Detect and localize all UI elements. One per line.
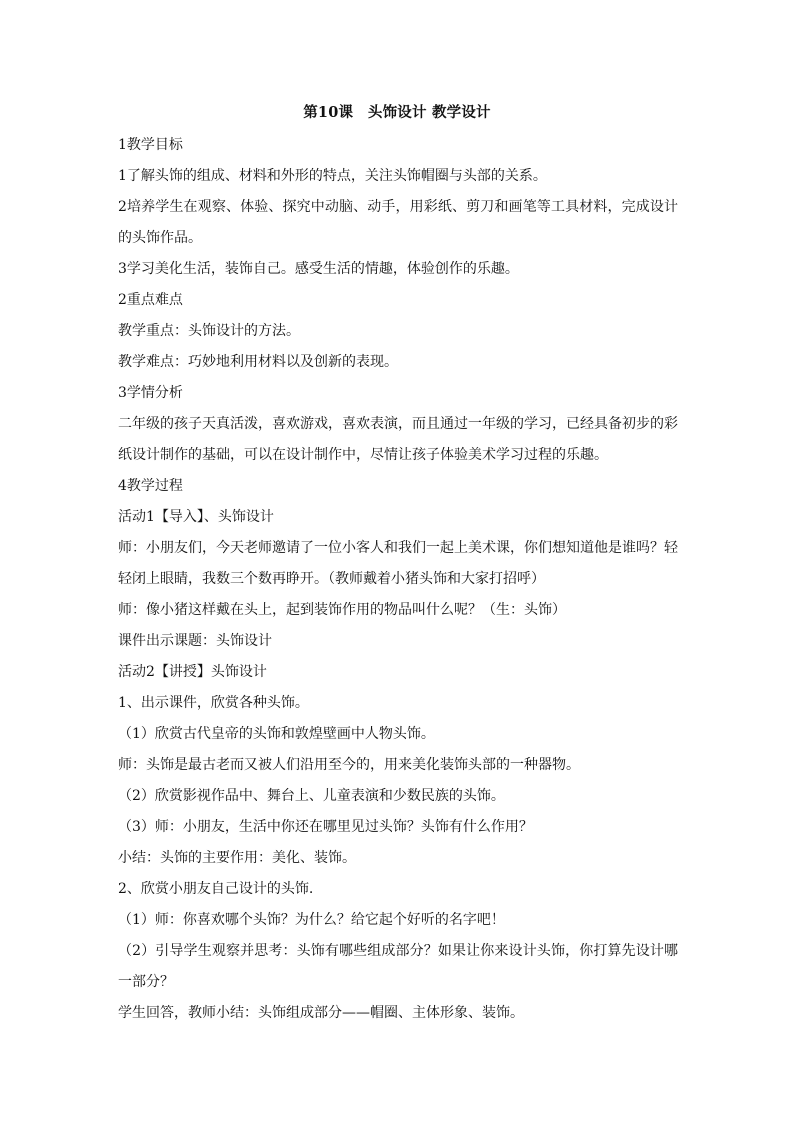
step-2-sub-2: （2）引导学生观察并思考：头饰有哪些组成部分？如果让你来设计头饰，你打算先设计哪一部分？ bbox=[118, 943, 678, 990]
teacher-question-text: 师：像小猪这样戴在头上，起到装饰作用的物品叫什么呢？（生：头饰） bbox=[118, 602, 566, 618]
summary-text: 小结：头饰的主要作用：美化、装饰。 bbox=[118, 850, 356, 866]
document-title: 第10课 头饰设计 教学设计 bbox=[303, 104, 491, 121]
goal-item-2: 2培养学生在观察、体验、探究中动脑、动手，用彩纸、剪刀和画笔等工具材料，完成设计的头饰作品。 bbox=[118, 199, 678, 246]
heading-teaching-process: 4教学过程 bbox=[118, 478, 183, 494]
step-2-sub-1: （1）师：你喜欢哪个头饰？为什么？给它起个好听的名字吧！ bbox=[118, 912, 505, 928]
goal-item-3: 3学习美化生活，装饰自己。感受生活的情趣，体验创作的乐趣。 bbox=[118, 261, 519, 277]
learner-analysis-text: 二年级的孩子天真活泼，喜欢游戏，喜欢表演，而且通过一年级的学习，已经具备初步的彩纸设计制作的基础，可以在设计制作中，尽情让孩子体验美术学习过程的乐趣。 bbox=[118, 416, 678, 463]
goal-item-1: 1了解头饰的组成、材料和外形的特点，关注头饰帽圈与头部的关系。 bbox=[118, 168, 547, 184]
step-1-sub-1: （1）欣赏古代皇帝的头饰和敦煌壁画中人物头饰。 bbox=[118, 726, 435, 742]
teacher-intro-text: 师：小朋友们，今天老师邀请了一位小客人和我们一起上美术课，你们想知道他是谁吗？轻轻闭上眼睛，我数三个数再睁开。（教师戴着小猪头饰和大家打招呼） bbox=[118, 540, 678, 587]
activity-1-heading: 活动1【导入】、头饰设计 bbox=[118, 509, 274, 525]
difficult-point: 教学难点：巧妙地利用材料以及创新的表现。 bbox=[118, 354, 398, 370]
key-point: 教学重点：头饰设计的方法。 bbox=[118, 323, 300, 339]
course-topic-text: 课件出示课题：头饰设计 bbox=[118, 633, 272, 649]
teacher-explain-text: 师：头饰是最古老而又被人们沿用至今的，用来美化装饰头部的一种器物。 bbox=[118, 757, 580, 773]
step-1-text: 1、出示课件，欣赏各种头饰。 bbox=[118, 695, 309, 711]
student-answer-summary: 学生回答，教师小结：头饰组成部分——帽圈、主体形象、装饰。 bbox=[118, 1005, 524, 1021]
heading-teaching-goals: 1教学目标 bbox=[118, 137, 183, 153]
activity-2-heading: 活动2【讲授】头饰设计 bbox=[118, 664, 267, 680]
document-body bbox=[118, 130, 678, 1029]
step-1-sub-2: （2）欣赏影视作品中、舞台上、儿童表演和少数民族的头饰。 bbox=[118, 788, 505, 804]
heading-key-difficulties: 2重点难点 bbox=[118, 292, 183, 308]
step-1-sub-3: （3）师：小朋友，生活中你还在哪里见过头饰？头饰有什么作用？ bbox=[118, 819, 533, 835]
heading-learner-analysis: 3学情分析 bbox=[118, 385, 183, 401]
step-2-text: 2、欣赏小朋友自己设计的头饰. bbox=[118, 881, 314, 897]
